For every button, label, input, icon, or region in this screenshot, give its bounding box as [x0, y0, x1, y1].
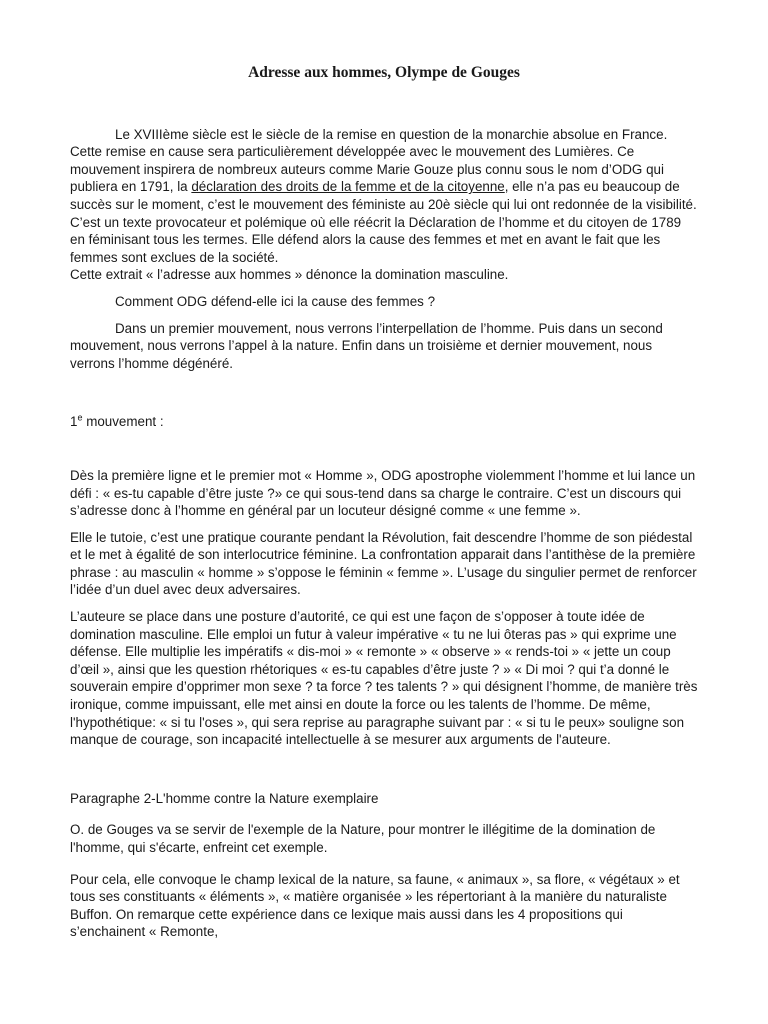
- section2-paragraph-2: Pour cela, elle convoque le champ lexical de la nature, sa faune, « animaux », sa flore, « végétaux » et tous ses constituants « éléments », « matière organisée » les répertoriant à la manière du naturaliste Buffon. On remarque cette expérience dans ce lexique mais aussi dans les 4 propositions qui s’enchainent « Remonte,: [70, 871, 680, 940]
- document-title: Adresse aux hommes, Olympe de Gouges: [248, 64, 520, 81]
- intro-extract-line: Cette extrait « l’adresse aux hommes » dénonce la domination masculine.: [70, 267, 509, 283]
- section2-paragraph-1: O. de Gouges va se servir de l'exemple de la Nature, pour montrer le illégitime de la domination de l'homme, qui s'écarte, enfreint cet exemple.: [70, 822, 656, 855]
- problematic-question: Comment ODG défend-elle ici la cause des femmes ?: [115, 293, 436, 309]
- section2-heading: Paragraphe 2-L'homme contre la Nature exemplaire: [70, 790, 379, 806]
- intro-paragraph: [70, 126, 698, 267]
- section1-heading-superscript: e: [77, 412, 83, 423]
- plan-paragraph: Dans un premier mouvement, nous verrons l’interpellation de l’homme. Puis dans un second mouvement, nous verrons l’appel à la nature. Enfin dans un troisième et dernier mouvement, nous verrons l’homme dégénéré.: [70, 320, 663, 371]
- intro-text-start: Le XVIIIème siècle est le siècle de la remise en question de la monarchie absolue en France. Cette remise en cause sera particulièrement développée avec le mouvement des Lumières. Ce mouvement inspirera de nombreux auteurs comme Marie Gouze plus connu sous le nom d’ODG qui publiera en 1791, la: [70, 126, 668, 195]
- intro-text-end: , elle n’a pas eu beaucoup de succès sur le moment, c’est le mouvement des féministe au 20è siècle qui lui ont redonnée de la visibilité. C’est un texte provocateur et polémique où elle réécrit la Déclaration de l’homme et du citoyen de 1789 en féminisant tous les termes. Elle défend alors la cause des femmes et met en avant le fait que les femmes sont exclues de la société.: [70, 179, 697, 265]
- section1-paragraph-1: Dès la première ligne et le premier mot « Homme », ODG apostrophe violemment l’homme et lui lance un défi : « es-tu capable d’être juste ?» ce qui sous-tend dans sa charge le contraire. C’est un discours qui s’adresse donc à l’homme en général par un locuteur désigné comme « une femme ».: [70, 467, 696, 519]
- section1-paragraph-2: Elle le tutoie, c’est une pratique courante pendant la Révolution, fait descendre l’homme de son piédestal et le met à égalité de son interlocutrice féminine. La confrontation apparait dans l’antithèse de la première phrase : au masculin « homme » s’oppose le féminin « femme ». L’usage du singulier permet de renforcer l’idée d’un duel avec deux adversaires.: [70, 529, 697, 598]
- declaration-reference: déclaration des droits de la femme et de la citoyenne: [191, 179, 505, 195]
- section1-heading: [70, 413, 698, 431]
- document-page: [70, 64, 698, 941]
- section1-heading-number: 1: [70, 414, 78, 430]
- section1-paragraph-3: L’auteure se place dans une posture d’autorité, ce qui est une façon de s’opposer à toute idée de domination masculine. Elle emploi un futur à valeur impérative « tu ne lui ôteras pas » qui exprime une défense. Elle multiplie les impératifs « dis-moi » « remonte » « observe » « rends-toi » « jette un coup d’œil », ainsi que les question rhétoriques « es-tu capables d’être juste ? » « Di moi ? qui t’a donné le souverain empire d’opprimer mon sexe ? ta force ? tes talents ? » qui désignent l’homme, de manière très ironique, comme impuissant, elle met ainsi en doute la force ou les talents de l’homme. De même, l'hypothétique: « si tu l'oses », qui sera reprise au paragraphe suivant par : « si tu le peux» souligne son manque de courage, son incapacité intellectuelle à se mesurer aux arguments de l'auteure.: [70, 609, 698, 748]
- section1-heading-label: mouvement :: [82, 414, 164, 430]
